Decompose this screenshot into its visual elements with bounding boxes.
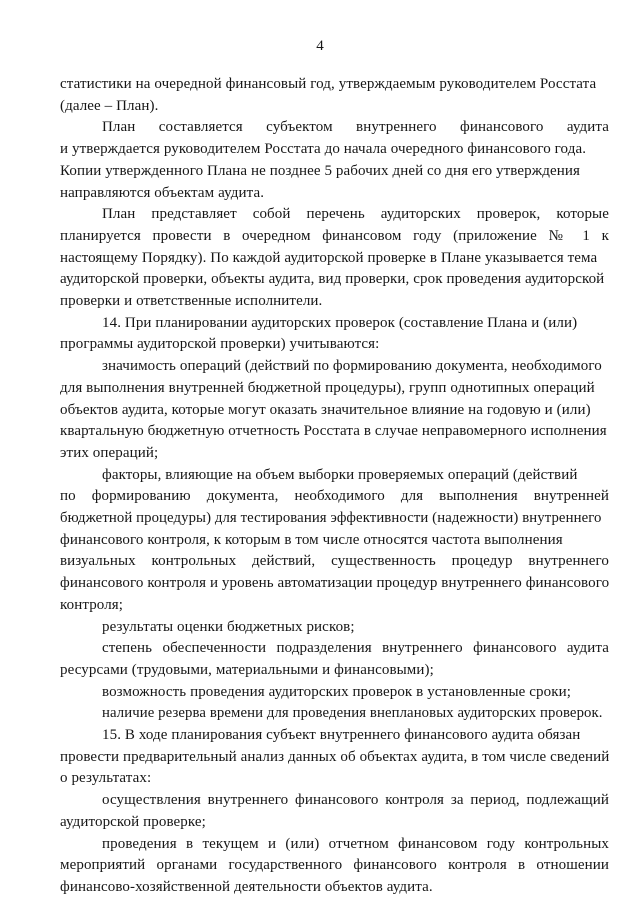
text-line: контроля; xyxy=(60,596,124,613)
text-line: и утверждается руководителем Росстата до начала очередного финансового года. xyxy=(60,141,587,158)
text-line: 15. В ходе планирования субъект внутреннего финансового аудита обязан xyxy=(102,727,581,744)
text-line: ресурсами (трудовыми, материальными и финансовыми); xyxy=(60,661,434,678)
text-line: факторы, влияющие на объем выборки проверяемых операций (действий xyxy=(102,466,578,483)
text-line: провести предварительный анализ данных об объектах аудита, в том числе сведений xyxy=(60,748,610,765)
text-line: бюджетной процедуры) для тестирования эффективности (надежности) внутреннего xyxy=(60,510,602,527)
text-line: осуществления внутреннего финансового контроля за период, подлежащий xyxy=(102,792,609,809)
page-number: 4 xyxy=(316,38,324,54)
text-line: объектов аудита, которые могут оказать значительное влияние на годовую и (или) xyxy=(60,401,591,418)
text-line: по формированию документа, необходимого для выполнения внутренней xyxy=(60,488,609,505)
text-line: наличие резерва времени для проведения внеплановых аудиторских проверок. xyxy=(102,705,603,722)
text-line: План представляет собой перечень аудиторских проверок, которые xyxy=(102,206,609,223)
text-line: финансово-хозяйственной деятельности объектов аудита. xyxy=(60,879,433,895)
text-line: проведения в текущем и (или) отчетном финансовом году контрольных xyxy=(102,835,609,852)
text-line: этих операций; xyxy=(60,444,159,461)
text-line: аудиторской проверки, объекты аудита, вид проверки, срок проведения аудиторской xyxy=(60,271,605,288)
text-line: Копии утвержденного Плана не позднее 5 рабочих дней со дня его утверждения xyxy=(60,162,580,179)
text-line: статистики на очередной финансовый год, утверждаемым руководителем Росстата xyxy=(60,76,597,92)
text-line: 14. При планировании аудиторских проверок (составление Плана и (или) xyxy=(102,314,578,331)
text-line: проверки и ответственные исполнители. xyxy=(60,293,323,310)
text-line: (далее – План). xyxy=(60,97,159,114)
text-line: финансового контроля, к которым в том числе относятся частота выполнения xyxy=(60,531,563,548)
text-line: квартальную бюджетную отчетность Росстата в случае неправомерного исполнения xyxy=(60,423,607,440)
text-line: План составляется субъектом внутреннего финансового аудита xyxy=(102,119,609,136)
text-line: результаты оценки бюджетных рисков; xyxy=(102,618,355,635)
text-line: значимость операций (действий по формированию документа, необходимого xyxy=(102,358,602,375)
text-line: финансового контроля и уровень автоматизации процедур внутреннего финансового xyxy=(60,575,610,592)
text-line: для выполнения внутренней бюджетной процедуры), групп однотипных операций xyxy=(60,379,595,396)
text-line: настоящему Порядку). По каждой аудиторской проверке в Плане указывается тема xyxy=(60,249,598,266)
text-line: аудиторской проверке; xyxy=(60,813,206,830)
text-line: визуальных контрольных действий, существенность процедур внутреннего xyxy=(60,553,609,570)
text-line: возможность проведения аудиторских проверок в установленные сроки; xyxy=(102,683,571,700)
text-line: мероприятий органами государственного финансового контроля в отношении xyxy=(60,857,609,874)
text-line: планируется провести в очередном финансовом году (приложение № 1 к xyxy=(60,227,609,244)
text-line: о результатах: xyxy=(60,770,152,787)
text-line: программы аудиторской проверки) учитываются: xyxy=(60,336,380,353)
text-line: направляются объектам аудита. xyxy=(60,184,265,201)
text-line: степень обеспеченности подразделения внутреннего финансового аудита xyxy=(102,640,609,657)
